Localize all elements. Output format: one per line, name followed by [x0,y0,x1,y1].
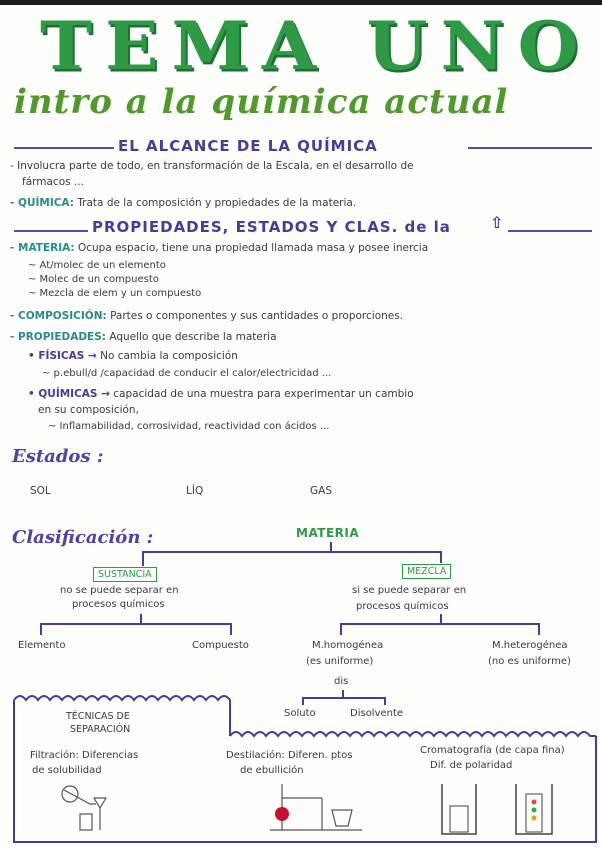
node-homogenea-desc: (es uniforme) [306,656,374,667]
estados-heading: Estados : [12,446,104,467]
filtration-apparatus-icon [50,780,130,836]
node-heterogenea-desc: (no es uniforme) [488,656,571,667]
quimicas-example: ~ Inflamabilidad, corrosividad, reactividad con ácidos ... [48,421,330,432]
materia-definition: Ocupa espacio, tiene una propiedad llamada masa y posee inercia [77,242,429,254]
distillation-apparatus-icon [262,780,372,836]
node-compuesto: Compuesto [192,640,249,651]
materia-item-1: ~ At/molec de un elemento [28,260,166,271]
propiedades-definition: Aquello que describe la materia [109,331,277,343]
section1-heading: EL ALCANCE DE LA QUÍMICA [118,137,378,155]
tecnicas-title-1: TÉCNICAS DE [66,711,130,722]
materia-item-3: ~ Mezcla de elem y un compuesto [28,288,202,299]
sustancia-box: SUSTANCIA [93,567,157,582]
page-title: TEMA UNO [40,6,592,85]
node-soluto: Soluto [284,708,316,719]
clasificacion-heading: Clasificación : [12,527,154,548]
destilacion-line-2: de ebullición [240,765,304,776]
composicion-definition: Partes o componentes y sus cantidades o proporciones. [110,310,404,322]
quimica-definition: Trata de la composición y propiedades de la materia. [77,197,357,209]
tree-root-materia: MATERIA [296,526,360,540]
estado-liquido: LÍQ [186,485,204,497]
mezcla-desc-2: procesos químicos [356,601,449,612]
estado-solido: SOL [30,485,51,497]
mezcla-box: MEZCLA [402,564,451,579]
filtracion-line-2: de solubilidad [32,765,102,776]
quimicas-term: • QUÍMICAS → [28,388,110,400]
up-arrow-icon: ⇧ [490,213,504,232]
tecnicas-title-2: SEPARACIÓN [70,724,131,735]
page-subtitle: intro a la química actual [14,82,509,122]
composicion-term: - COMPOSICIÓN: [10,310,107,322]
section1-line1: - Involucra parte de todo, en transformación de la Escala, en el desarrollo de [10,160,414,172]
node-elemento: Elemento [18,640,66,651]
materia-term: - MATERIA: [10,242,75,254]
quimicas-definition-cont: en su composición, [38,404,139,416]
fisicas-term: • FÍSICAS → [28,350,97,362]
sustancia-desc-1: no se puede separar en [60,585,179,596]
fisicas-example: ~ p.ebull/d /capacidad de conducir el calor/electricidad ... [42,368,332,379]
node-disolvente: Disolvente [350,708,404,719]
filtracion-line-1: Filtración: Diferencias [30,750,139,761]
sustancia-desc-2: procesos químicos [72,599,165,610]
node-homogenea: M.homogénea [312,640,384,651]
cromatografia-line-2: Dif. de polaridad [430,760,513,771]
propiedades-term: - PROPIEDADES: [10,331,106,343]
fisicas-definition: No cambia la composición [100,350,238,362]
section1-line2: fármacos ... [22,176,84,188]
quimica-term: - QUÍMICA: [10,197,74,209]
node-heterogenea: M.heterogénea [492,640,568,651]
node-dis: dis [334,676,349,687]
estado-gas: GAS [310,485,332,497]
destilacion-line-1: Destilación: Diferen. ptos [226,750,353,761]
materia-item-2: ~ Molec de un compuesto [28,274,159,285]
section2-heading: PROPIEDADES, ESTADOS Y CLAS. de la [92,218,451,236]
cromatografia-line-1: Cromatografía (de capa fina) [420,745,565,756]
quimicas-definition: capacidad de una muestra para experimentar un cambio [113,388,414,400]
chromatography-apparatus-icon [436,780,576,840]
mezcla-desc-1: si se puede separar en [352,585,467,596]
